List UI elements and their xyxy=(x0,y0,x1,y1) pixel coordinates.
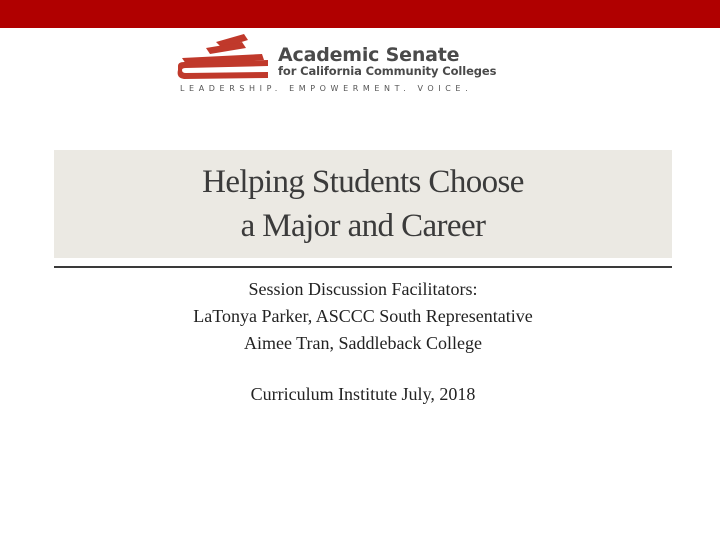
logo-title: Academic Senate xyxy=(278,44,460,66)
book-stack-logo-icon xyxy=(176,32,276,82)
event-line: Curriculum Institute July, 2018 xyxy=(250,384,476,404)
facilitator-2: Aimee Tran, Saddleback College xyxy=(244,333,482,353)
slide-title-line-1: Helping Students Choose xyxy=(202,164,524,200)
logo-tagline: LEADERSHIP. EMPOWERMENT. VOICE. xyxy=(180,84,473,93)
slide-subtitle xyxy=(54,276,672,408)
logo-subtitle: for California Community Colleges xyxy=(278,64,497,78)
slide-title-line-2: a Major and Career xyxy=(240,208,486,244)
facilitator-1: LaTonya Parker, ASCCC South Representative xyxy=(193,306,533,326)
title-divider xyxy=(54,266,672,268)
title-box xyxy=(54,150,672,258)
facilitators-heading: Session Discussion Facilitators: xyxy=(248,279,478,299)
spacer xyxy=(54,357,672,381)
header-bar xyxy=(0,0,720,28)
